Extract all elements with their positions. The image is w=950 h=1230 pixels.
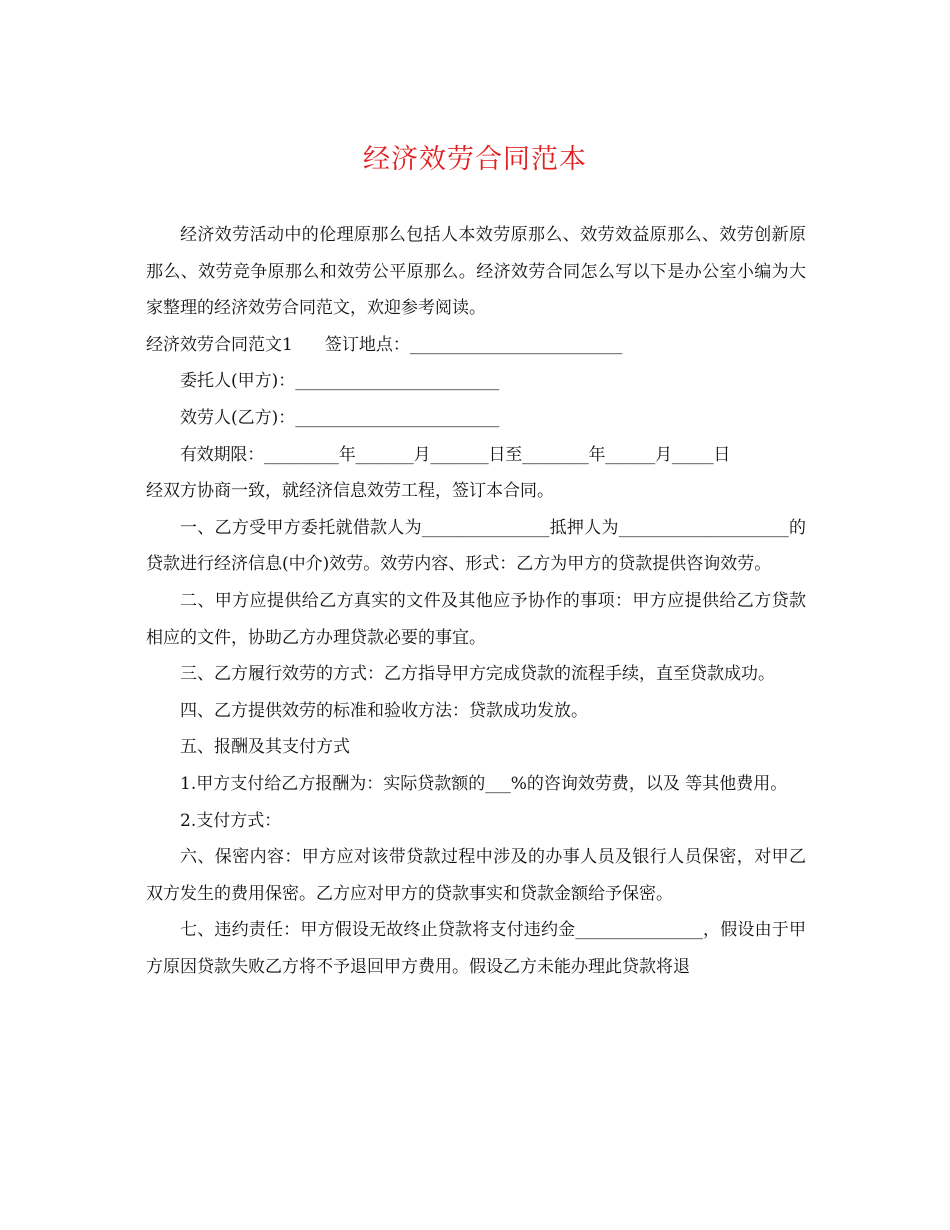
sample-heading: 经济效劳合同范文1 [146,334,293,355]
clause-2: 二、甲方应提供给乙方真实的文件及其他应予协作的事项：甲方应提供给乙方贷款相应的文件，协助乙方办理贷款必要的事宜。 [146,590,806,648]
signing-place-field: 签订地点：_________________________ [324,334,623,355]
sample-heading-line [146,327,806,364]
agreement-paragraph: 经双方协商一致，就经济信息效劳工程，签订本合同。 [146,481,554,502]
clause-4: 四、乙方提供效劳的标准和验收方法：贷款成功发放。 [180,700,588,721]
clause-3: 三、乙方履行效劳的方式：乙方指导甲方完成贷款的流程手续，直至贷款成功。 [180,664,775,685]
service-party-field: 效劳人(乙方)：________________________ [180,407,500,428]
validity-period-field: 有效期限：_________年_______月_______日至________年______月_____日 [180,444,731,465]
clause-6: 六、保密内容：甲方应对该带贷款过程中涉及的办事人员及银行人员保密，对甲乙双方发生的费用保密。乙方应对甲方的贷款事实和贷款金额给予保密。 [146,847,806,904]
clause-5-1: 1.甲方支付给乙方报酬为：实际贷款额的___%的咨询效劳费，以及 等其他费用。 [180,773,788,794]
clause-5-2: 2.支付方式： [180,810,282,831]
intro-paragraph: 经济效劳活动中的伦理原那么包括人本效劳原那么、效劳效益原那么、效劳创新原那么、效劳竞争原那么和效劳公平原那么。经济效劳合同怎么写以下是办公室小编为大家整理的经济效劳合同范文，欢迎参考阅读。 [146,225,806,319]
client-party-field: 委托人(甲方)：________________________ [180,371,500,392]
clause-5: 五、报酬及其支付方式 [180,737,350,758]
clause-7: 七、违约责任：甲方假设无故终止贷款将支付违约金_______________，假设由于甲方原因贷款失败乙方将不予退回甲方费用。假设乙方未能办理此贷款将退 [146,920,806,977]
clause-1: 一、乙方受甲方委托就借款人为_______________抵押人为____________________的贷款进行经济信息(中介)效劳。效劳内容、形式：乙方为甲方的贷款提供咨询效劳。 [146,517,806,575]
document-body [146,217,806,985]
document-title: 经济效劳合同范本 [363,144,587,175]
